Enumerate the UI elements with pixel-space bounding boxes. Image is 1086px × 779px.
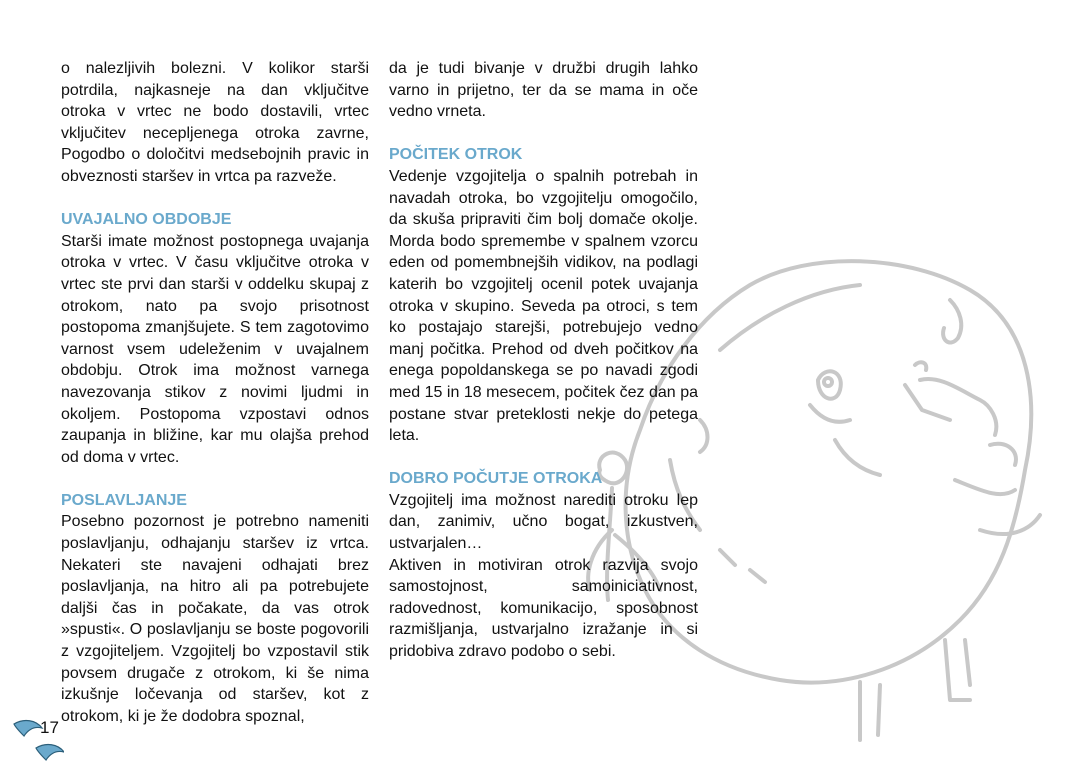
uvajalno-obdobje-text: Starši imate možnost postopnega uvajanja otroka v vrtec. V času vključitve otroka v vrtec ste prvi dan starši v oddelku skupaj z otrokom, nato pa svojo prisotnost postopoma zmanjšujete. S tem zagotovimo varnost vsem udeleženim v uvajalnem obdobju. Otrok ima možnost varnega navezovanja stikov z novimi ljudmi in okoljem. Postopoma vzpostavi odnos zaupanja in bližine, kar mu olajša prehod od doma v vrtec. — [61, 232, 369, 466]
spacer — [61, 468, 369, 490]
heading-pocitek-otrok: POČITEK OTROK — [389, 146, 523, 164]
heading-poslavljanje: POSLAVLJANJE — [61, 491, 187, 509]
intro-paragraph: o nalezljivih bolezni. V kolikor starši potrdila, najkasneje na dan vključitve otroka v vrtec ne bodo dostavili, vrtec vključitev necepljenega otroka zavrne, Pogodbo o določitvi medsebojnih pravic in obveznosti staršev in vrtca pa razveže. — [61, 60, 369, 185]
spacer — [389, 447, 698, 469]
heading-uvajalno-obdobje: UVAJALNO OBDOBJE — [61, 211, 232, 229]
spacer — [61, 188, 369, 210]
dobro-pocutje-text-2: Aktiven in motiviran otrok razvija svojo samostojnost, samoiniciativnost, radovednost, komunikacijo, sposobnost razmišljanja, ustvarjalno izražanje in si pridobiva zdravo podobo o sebi. — [389, 556, 698, 661]
spacer — [389, 123, 698, 145]
right-column — [389, 58, 698, 663]
page-number: 17 — [40, 718, 59, 737]
dobro-pocutje-text-1: Vzgojitelj ima možnost narediti otroku lep dan, zanimiv, učno bogat, izkustven, ustvarjalen… — [389, 491, 698, 553]
poslavljanje-text: Posebno pozornost je potrebno nameniti poslavljanju, odhajanju staršev iz vrtca. Nekateri ste navajeni odhajati brez poslavljanja, na hitro ali pa potrebujete daljši čas in počakate, da vas otrok »spusti«. O poslavljanju se boste pogovorili z vzgojiteljem. Vzgojitelj bo vzpostavil stik povsem drugače z otrokom, ki še nima izkušnje ločevanja od staršev, kot z otrokom, ki je že dodobra spoznal, — [61, 513, 369, 725]
left-column — [61, 58, 369, 727]
continuation-paragraph: da je tudi bivanje v družbi drugih lahko varno in prijetno, ter da se mama in oče vedno vrneta. — [389, 60, 698, 121]
pocitek-otrok-text: Vedenje vzgojitelja o spalnih potrebah in navadah otroka, bo vzgojitelju omogočilo, da skuša pripraviti čim bolj domače okolje. Morda bodo spremembe v spalnem vzorcu eden od pomembnejših vidikov, na podlagi katerih bo vzgojitelj ocenil potek uvajanja otroka v skupino. Seveda pa otroci, s tem ko postajajo starejši, potrebujejo vedno manj počitka. Prehod od dveh počitkov na enega popoldanskega se po navadi zgodi med 15 in 18 mesecem, počitek čez dan pa postane stvar preteklosti nekje do petega leta. — [389, 167, 698, 445]
heading-dobro-pocutje: DOBRO POČUTJE OTROKA — [389, 470, 603, 488]
